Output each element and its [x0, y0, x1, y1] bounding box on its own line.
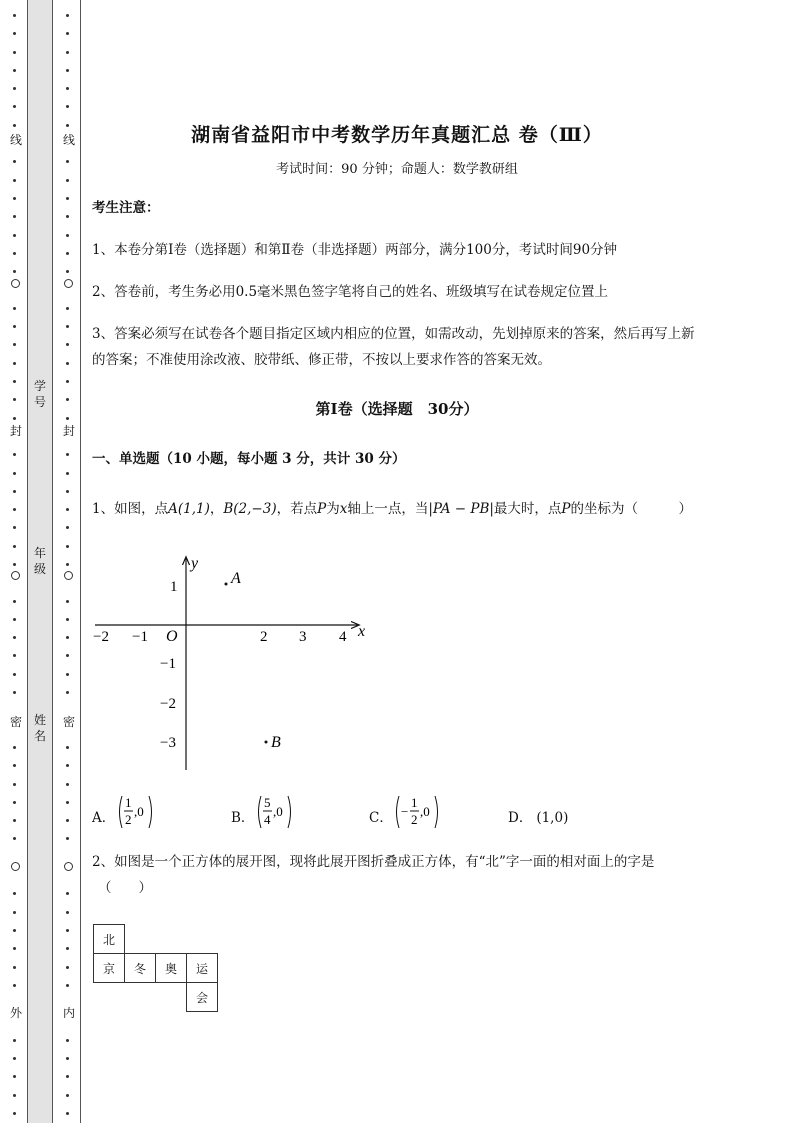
option-a-den: 2	[125, 812, 132, 827]
binding-dot	[66, 545, 69, 548]
binding-dot	[66, 472, 69, 475]
binding-dot	[13, 32, 16, 35]
option-b-num: 5	[264, 795, 271, 810]
y-tick-neg2: −2	[160, 696, 176, 712]
binding-dot	[66, 801, 69, 804]
q1-expr: |PA − PB|	[428, 501, 494, 517]
binding-dot	[66, 984, 69, 987]
y-tick-1: 1	[170, 579, 178, 595]
binding-dot	[66, 307, 69, 310]
binding-dot	[13, 636, 16, 639]
y-axis-label: y	[191, 555, 199, 572]
question-1-text	[92, 496, 692, 522]
option-b-tail: ,0	[273, 804, 283, 819]
option-c-math	[393, 792, 443, 832]
outer-mark-outside: 外	[9, 1006, 22, 1020]
q1-point-b: B(2,−3)	[223, 501, 277, 517]
option-c-letter: C．	[369, 810, 393, 826]
binding-dot	[66, 234, 69, 237]
binding-dot	[66, 911, 69, 914]
binding-dot	[66, 380, 69, 383]
inner-circle	[64, 279, 73, 288]
binding-dot	[13, 801, 16, 804]
binding-dot	[13, 929, 16, 932]
binding-dot	[66, 490, 69, 493]
binding-dot	[66, 32, 69, 35]
binding-dot	[66, 1057, 69, 1060]
point-b	[265, 741, 268, 744]
point-a	[225, 583, 228, 586]
outer-circle	[11, 862, 20, 871]
binding-dot	[13, 69, 16, 72]
binding-dot	[66, 947, 69, 950]
binding-dot	[13, 618, 16, 621]
binding-dot	[66, 197, 69, 200]
point-a-label: A	[231, 570, 241, 587]
binding-dot	[66, 673, 69, 676]
binding-dot	[66, 1075, 69, 1078]
notice-heading: 考生注意：	[92, 200, 160, 216]
binding-dot	[66, 892, 69, 895]
binding-dot	[13, 472, 16, 475]
notice-item-3-cont: 的答案；不准使用涂改液、胶带纸、修正带，不按以上要求作答的答案无效。	[92, 352, 551, 368]
binding-dot	[66, 508, 69, 511]
net-cell-jing: 京	[94, 954, 125, 983]
binding-dot	[13, 691, 16, 694]
q1-option-d[interactable]	[508, 806, 568, 826]
binding-dot	[13, 1039, 16, 1042]
option-d-letter: D．	[508, 810, 533, 826]
binding-dot	[66, 1094, 69, 1097]
option-c-den: 2	[411, 812, 418, 827]
outer-circle	[11, 279, 20, 288]
binding-dot	[13, 1094, 16, 1097]
q1-text-d: 轴上一点，当	[347, 501, 429, 517]
binding-dot	[66, 618, 69, 621]
binding-dot	[13, 673, 16, 676]
binding-dot	[66, 819, 69, 822]
inner-circle	[64, 571, 73, 580]
binding-dot	[66, 325, 69, 328]
net-cell-yun: 运	[187, 954, 218, 983]
x-tick-2: 2	[260, 629, 268, 645]
x-tick-neg1: −1	[132, 629, 148, 645]
net-cell-ao: 奥	[156, 954, 187, 983]
option-c-tail: ,0	[420, 804, 430, 819]
student-number-label: 学号	[33, 379, 46, 409]
exam-title: 湖南省益阳市中考数学历年真题汇总 卷（Ⅲ）	[191, 124, 603, 146]
binding-dot	[13, 1075, 16, 1078]
binding-dot	[66, 343, 69, 346]
binding-dot	[66, 526, 69, 529]
binding-dot	[66, 563, 69, 566]
binding-dot	[66, 215, 69, 218]
binding-dot	[13, 837, 16, 840]
notice-item-1: 1、本卷分第Ⅰ卷（选择题）和第Ⅱ卷（非选择题）两部分，满分100分，考试时间90分钟	[92, 242, 618, 258]
binding-dot	[13, 746, 16, 749]
binding-dot	[13, 563, 16, 566]
binding-dot	[66, 252, 69, 255]
point-b-label: B	[271, 734, 281, 751]
binding-dot	[66, 87, 69, 90]
q1-text-c: 为	[326, 501, 340, 517]
x-axis-label: x	[358, 623, 366, 640]
q1-text-f: 的坐标为（ ）	[570, 501, 693, 517]
binding-dot	[13, 179, 16, 182]
inner-circle	[64, 862, 73, 871]
binding-dot	[66, 453, 69, 456]
x-tick-4: 4	[339, 629, 347, 645]
net-cell-dong: 冬	[125, 954, 156, 983]
binding-dot	[13, 380, 16, 383]
q1-text-e: 最大时，点	[493, 501, 562, 517]
binding-dot	[66, 746, 69, 749]
binding-dot	[13, 783, 16, 786]
option-a-num: 1	[125, 795, 132, 810]
x-tick-neg2: −2	[93, 629, 109, 645]
binding-dot	[13, 984, 16, 987]
binding-dot	[13, 234, 16, 237]
binding-dot	[13, 490, 16, 493]
binding-dot	[13, 197, 16, 200]
binding-dot	[13, 600, 16, 603]
binding-dot	[13, 1112, 16, 1115]
outer-circle	[11, 571, 20, 580]
outer-mark-secret: 密	[9, 715, 22, 729]
grade-label: 年级	[33, 546, 46, 576]
cube-net	[93, 924, 218, 1012]
outer-mark-seal: 封	[9, 424, 22, 438]
option-b-letter: B．	[231, 810, 255, 826]
notice-item-3: 3、答案必须写在试卷各个题目指定区域内相应的位置，如需改动，先划掉原来的答案，然后再写上新	[92, 326, 695, 342]
option-b-math	[255, 792, 295, 832]
binding-dot	[13, 105, 16, 108]
option-a-letter: A．	[92, 810, 116, 826]
binding-dot	[13, 947, 16, 950]
q1-sep: ，	[209, 501, 224, 517]
binding-dot	[13, 215, 16, 218]
binding-dot	[13, 1057, 16, 1060]
q1-point-a: A(1,1)	[168, 501, 210, 517]
binding-dot	[13, 764, 16, 767]
origin-label: O	[166, 628, 178, 645]
question-2-blank: （ ）	[98, 880, 152, 896]
inner-mark-seal: 封	[62, 424, 75, 438]
inner-mark-line: 线	[62, 133, 75, 147]
notice-item-2: 2、答卷前，考生务必用0.5毫米黑色签字笔将自己的姓名、班级填写在试卷规定位置上	[92, 284, 609, 300]
binding-dot	[13, 362, 16, 365]
binding-dot	[66, 51, 69, 54]
binding-dot	[13, 911, 16, 914]
binding-dot	[66, 69, 69, 72]
binding-dot	[66, 636, 69, 639]
binding-dot	[13, 252, 16, 255]
inner-mark-inside: 内	[62, 1006, 75, 1020]
binding-dot	[66, 179, 69, 182]
question-2-text: 2、如图是一个正方体的展开图，现将此展开图折叠成正方体，有“北”字一面的相对面上的字是	[92, 854, 655, 870]
binding-dot	[66, 362, 69, 365]
binding-dot	[13, 508, 16, 511]
binding-dot	[66, 270, 69, 273]
binding-dot	[13, 307, 16, 310]
binding-dot	[66, 783, 69, 786]
binding-dot	[13, 14, 16, 17]
exam-subtitle: 考试时间：90 分钟；命题人：数学教研组	[276, 162, 518, 177]
binding-dot	[13, 526, 16, 529]
net-cell-bei: 北	[94, 925, 125, 954]
y-tick-neg3: −3	[160, 735, 176, 751]
binding-dot	[13, 343, 16, 346]
option-a-math	[116, 792, 156, 832]
part-heading: 一、单选题（10 小题，每小题 3 分，共计 30 分）	[92, 451, 406, 467]
option-d-value: (1,0)	[536, 810, 569, 826]
binding-dot	[66, 837, 69, 840]
binding-dot	[13, 51, 16, 54]
binding-dot	[66, 1112, 69, 1115]
y-tick-neg1: −1	[160, 656, 176, 672]
x-tick-3: 3	[299, 629, 307, 645]
binding-dot	[66, 691, 69, 694]
q1-var-p: P	[317, 501, 327, 517]
binding-dot	[13, 819, 16, 822]
q1-coordinate-figure	[90, 548, 380, 778]
section-title: 第Ⅰ卷（选择题 30分）	[315, 400, 479, 418]
outer-mark-line: 线	[9, 133, 22, 147]
name-label: 姓名	[33, 713, 46, 743]
q1-lead: 1、如图，点	[92, 501, 169, 517]
option-a-tail: ,0	[134, 804, 144, 819]
inner-mark-secret: 密	[62, 715, 75, 729]
binding-dot	[13, 325, 16, 328]
q1-var-x: x	[339, 501, 348, 517]
binding-dot	[13, 892, 16, 895]
binding-dot	[66, 600, 69, 603]
option-b-den: 4	[264, 812, 271, 827]
binding-dot	[13, 966, 16, 969]
binding-dot	[13, 654, 16, 657]
option-c-sign: −	[401, 804, 409, 819]
binding-dot	[66, 929, 69, 932]
q1-text-b: ，若点	[276, 501, 318, 517]
binding-dot	[13, 545, 16, 548]
q1-var-p2: P	[561, 501, 571, 517]
binding-dot	[66, 654, 69, 657]
net-cell-hui: 会	[187, 983, 218, 1012]
binding-dot	[66, 764, 69, 767]
binding-dot	[13, 270, 16, 273]
option-c-num: 1	[411, 795, 418, 810]
binding-dot	[66, 105, 69, 108]
binding-dot	[66, 966, 69, 969]
binding-dot	[13, 87, 16, 90]
binding-dot	[66, 14, 69, 17]
binding-dot	[13, 453, 16, 456]
binding-dot	[66, 1039, 69, 1042]
